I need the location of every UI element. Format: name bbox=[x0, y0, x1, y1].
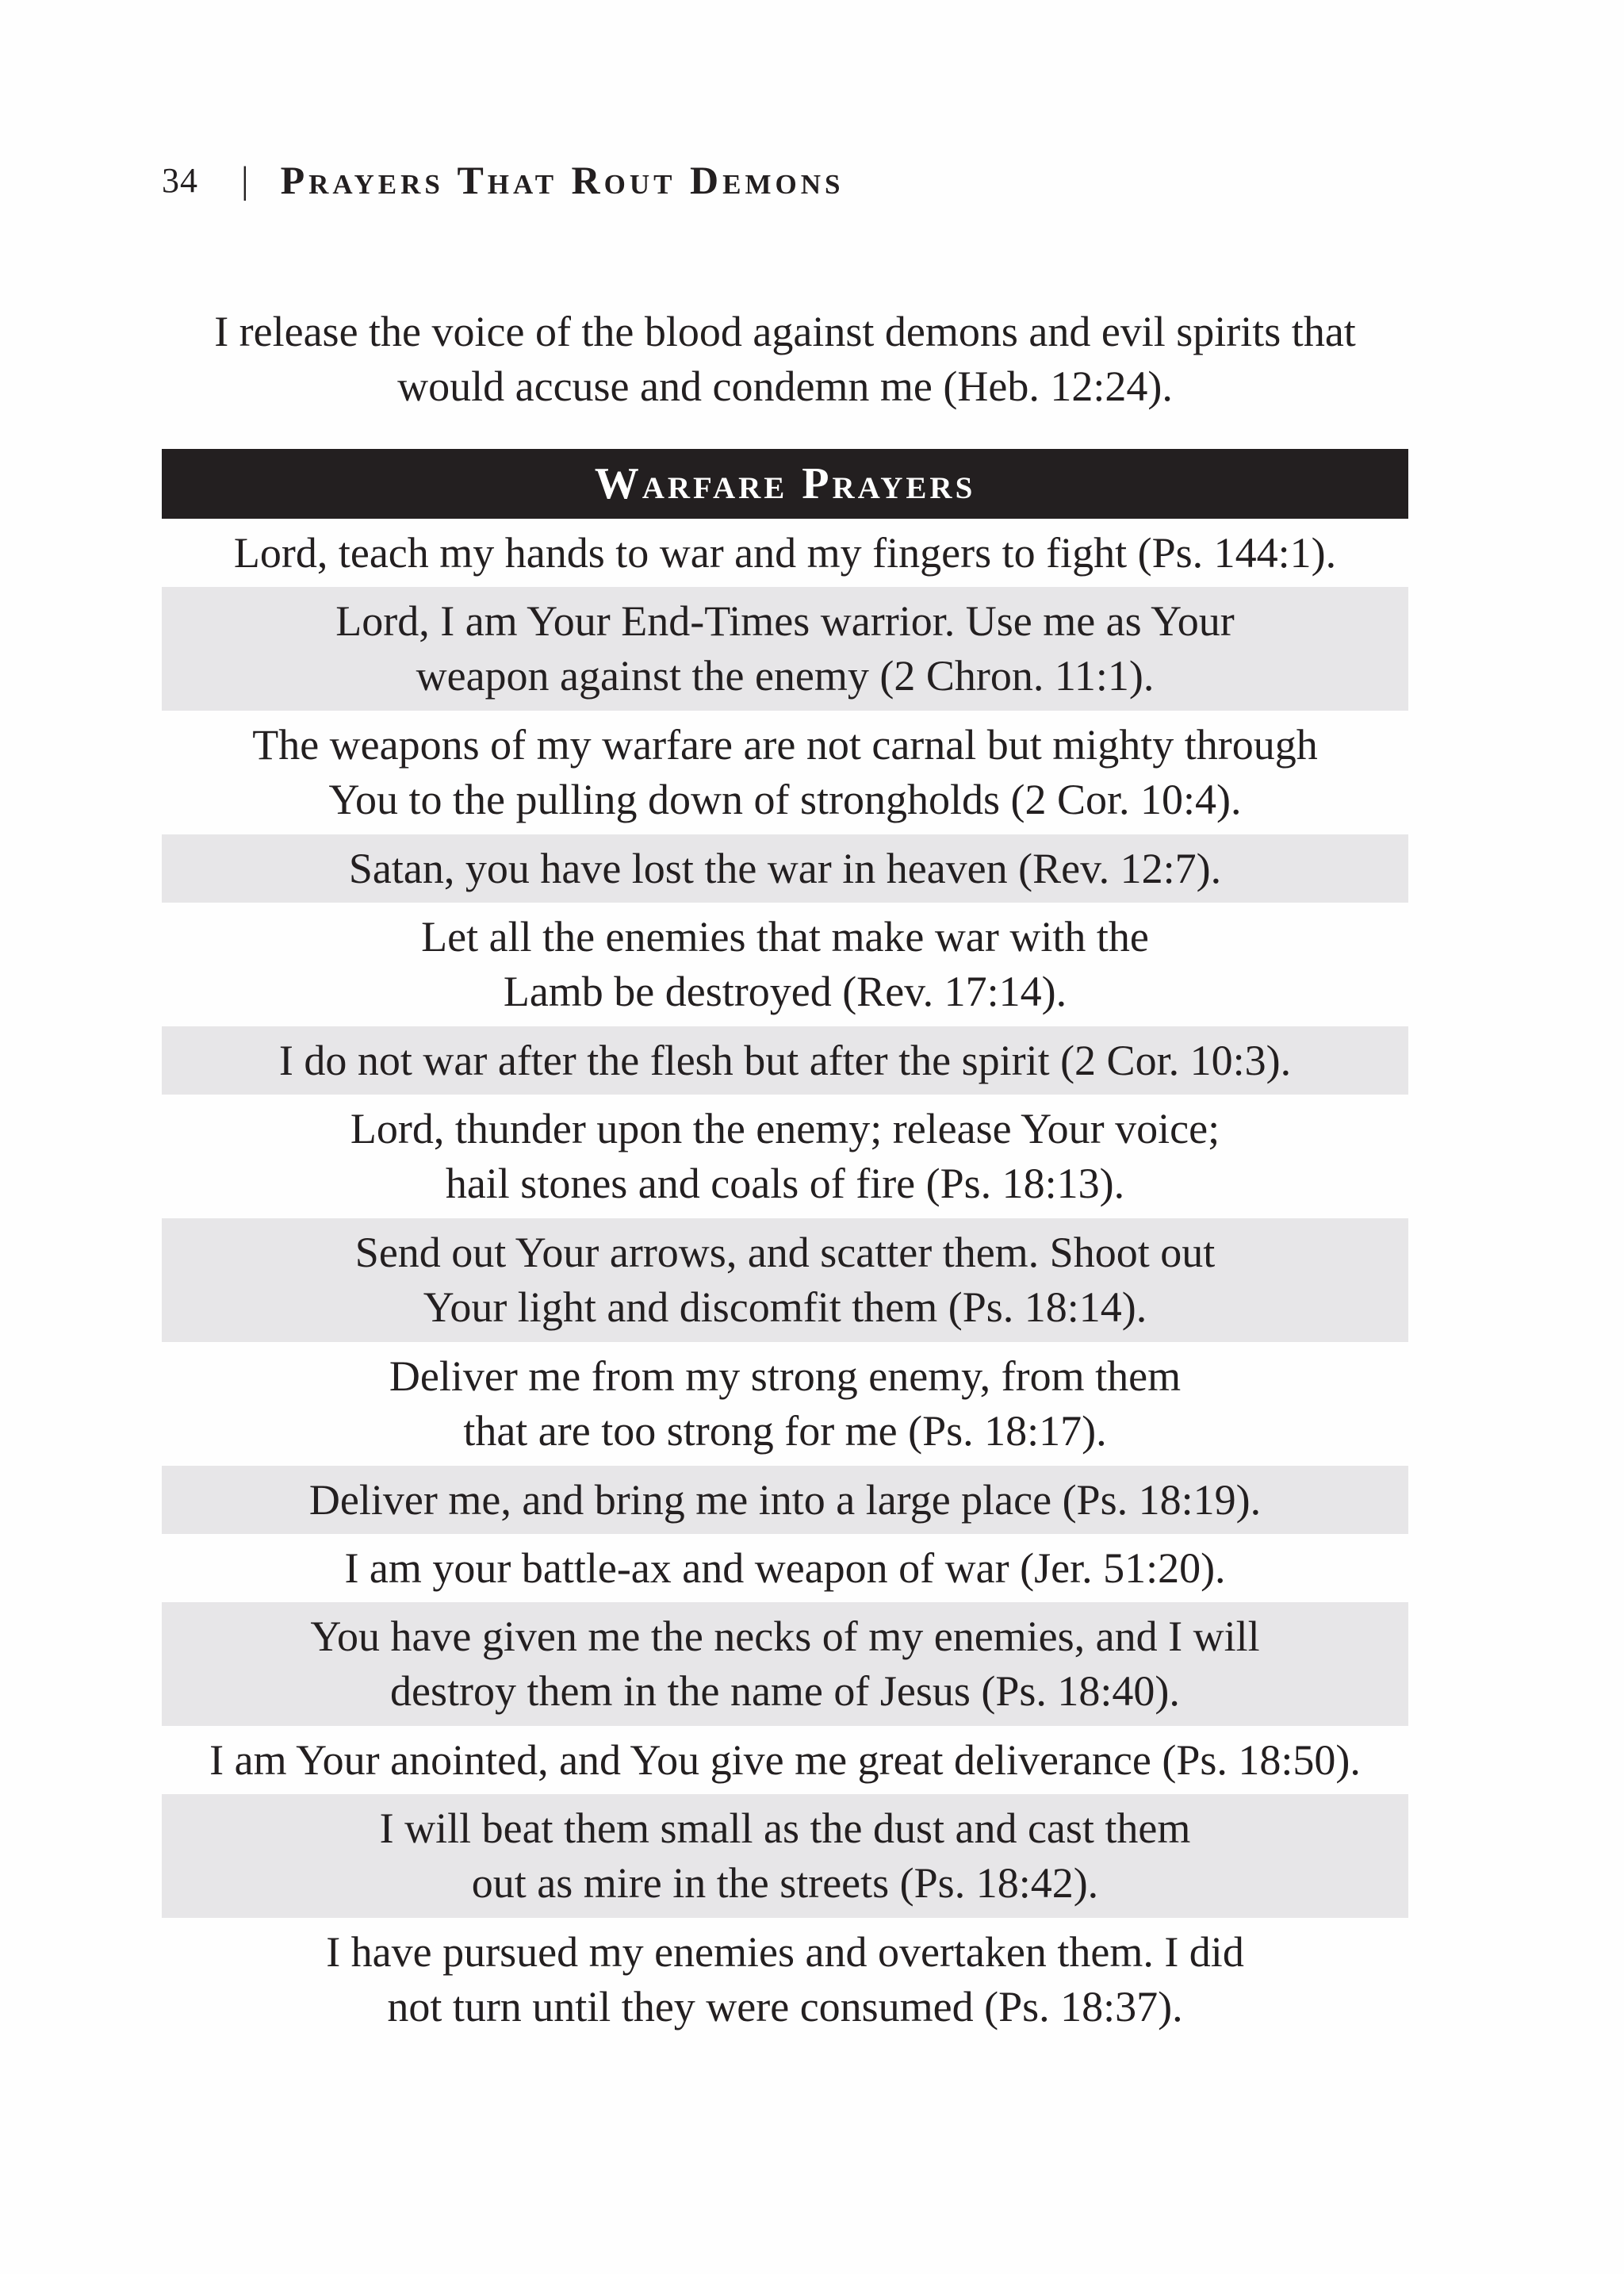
prayer-item: I am your battle-ax and weapon of war (Jer. 51:20). bbox=[344, 1543, 1226, 1592]
prayer-item: Lord, thunder upon the enemy; release Your voice; hail stones and coals of fire (Ps. 18:13). bbox=[350, 1105, 1220, 1207]
prayer-item: The weapons of my warfare are not carnal but mighty through You to the pulling down of strongholds (2 Cor. 10:4). bbox=[252, 721, 1318, 823]
prayer-item: I am Your anointed, and You give me great deliverance (Ps. 18:50). bbox=[209, 1735, 1361, 1784]
prayer-item: I will beat them small as the dust and cast them out as mire in the streets (Ps. 18:42). bbox=[162, 1794, 1408, 1918]
prayer-item: Let all the enemies that make war with the Lamb be destroyed (Rev. 17:14). bbox=[421, 913, 1149, 1015]
running-head bbox=[162, 152, 844, 208]
intro-paragraph: I release the voice of the blood against demons and evil spirits that would accuse and condemn me (Heb. 12:24). bbox=[214, 308, 1356, 410]
prayer-item: I have pursued my enemies and overtaken them. I did not turn until they were consumed (Ps. 18:37). bbox=[326, 1928, 1244, 2030]
page-number: 34 bbox=[162, 160, 198, 200]
prayer-item: Send out Your arrows, and scatter them. Shoot out Your light and discomfit them (Ps. 18:14). bbox=[162, 1218, 1408, 1342]
prayer-item: You have given me the necks of my enemies, and I will destroy them in the name of Jesus (Ps. 18:40). bbox=[162, 1602, 1408, 1726]
prayer-item: Satan, you have lost the war in heaven (Rev. 12:7). bbox=[162, 834, 1408, 903]
prayer-item: Lord, teach my hands to war and my fingers to fight (Ps. 144:1). bbox=[233, 528, 1337, 577]
book-title: Prayers That Rout Demons bbox=[280, 158, 845, 202]
prayer-list bbox=[162, 519, 1408, 2042]
prayer-item: I do not war after the flesh but after the spirit (2 Cor. 10:3). bbox=[162, 1026, 1408, 1095]
prayer-item: Deliver me from my strong enemy, from them that are too strong for me (Ps. 18:17). bbox=[389, 1352, 1182, 1455]
prayer-item: Lord, I am Your End-Times warrior. Use me as Your weapon against the enemy (2 Chron. 11:1). bbox=[162, 587, 1408, 711]
section-title: Warfare Prayers bbox=[162, 449, 1408, 519]
running-head-separator: | bbox=[241, 159, 249, 201]
warfare-prayers-section bbox=[162, 449, 1408, 2042]
prayer-item: Deliver me, and bring me into a large place (Ps. 18:19). bbox=[162, 1466, 1408, 1534]
